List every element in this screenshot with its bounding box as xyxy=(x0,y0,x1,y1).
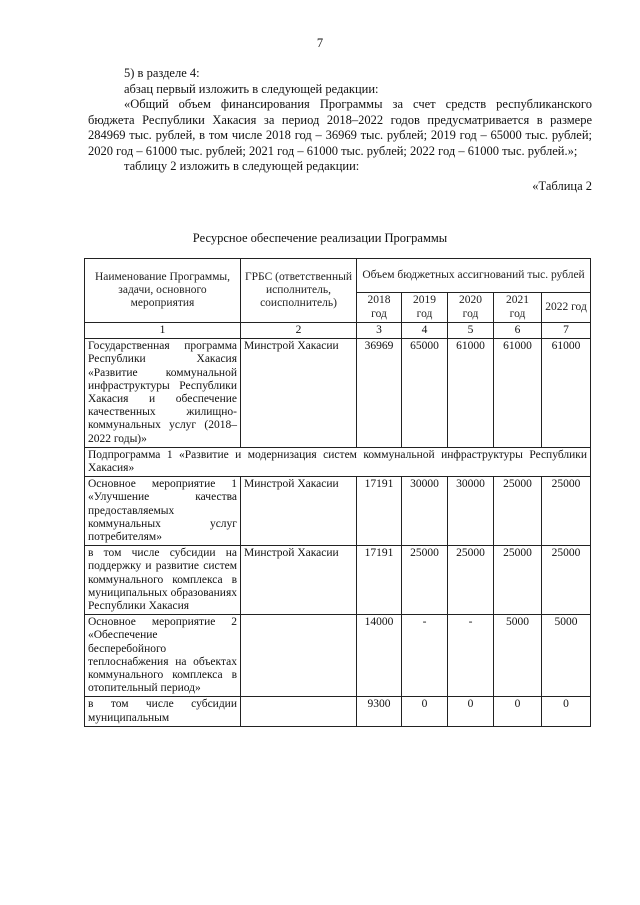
page-number: 7 xyxy=(316,36,324,50)
header-year: 2022 год xyxy=(542,293,591,323)
column-number: 3 xyxy=(357,323,402,339)
row-value: 17191 xyxy=(357,477,402,546)
column-number: 1 xyxy=(85,323,241,339)
row-grbs: Минстрой Хакасии xyxy=(241,339,357,448)
amendment-text xyxy=(88,66,592,194)
header-year: 2020 год xyxy=(448,293,494,323)
table-row xyxy=(85,697,591,726)
row-value: 17191 xyxy=(357,546,402,615)
column-number: 4 xyxy=(402,323,448,339)
row-grbs xyxy=(241,615,357,697)
subprogram-row xyxy=(85,447,591,476)
row-value: 25000 xyxy=(494,546,542,615)
row-value: 61000 xyxy=(542,339,591,448)
column-number: 2 xyxy=(241,323,357,339)
row-name: Основное мероприятие 1 «Улучшение качества предоставляемых коммунальных услуг потребителям» xyxy=(85,477,241,546)
row-value: 14000 xyxy=(357,615,402,697)
header-budget: Объем бюджетных ассигнований тыс. рублей xyxy=(357,259,591,293)
table-row xyxy=(85,339,591,448)
page-bottom-edge xyxy=(0,899,640,905)
paragraph-financing: «Общий объем финансирования Программы за счет средств республиканского бюджета Республики Хакасия за период 2018–2022 годов предусматривается в размере 284969 тыс. рублей, в том числе 2018 год – 36969 тыс. рублей; 2019 год – 65000 тыс. рублей; 2020 год – 61000 тыс. рублей; 2021 год – 61000 тыс. рублей; 2022 год – 61000 тыс. рублей.»; xyxy=(88,97,592,158)
row-value: 61000 xyxy=(494,339,542,448)
column-number: 6 xyxy=(494,323,542,339)
subprogram-title: Подпрограмма 1 «Развитие и модернизация систем коммунальной инфраструктуры Республики Хакасия» xyxy=(85,447,591,476)
table-row xyxy=(85,477,591,546)
resource-table xyxy=(84,258,591,727)
row-value: 25000 xyxy=(494,477,542,546)
row-grbs xyxy=(241,697,357,726)
row-value: 36969 xyxy=(357,339,402,448)
row-value: 25000 xyxy=(542,546,591,615)
header-year: 2018 год xyxy=(357,293,402,323)
row-value: - xyxy=(402,615,448,697)
paragraph-section-ref: 5) в разделе 4: xyxy=(124,66,200,80)
row-name: в том числе субсидии муниципальным xyxy=(85,697,241,726)
table-caption: Ресурсное обеспечение реализации Программы xyxy=(192,231,448,245)
paragraph-instruction-2: таблицу 2 изложить в следующей редакции: xyxy=(124,159,360,173)
row-value: 25000 xyxy=(448,546,494,615)
row-value: 65000 xyxy=(402,339,448,448)
row-grbs: Минстрой Хакасии xyxy=(241,546,357,615)
column-number-row xyxy=(85,323,591,339)
header-year: 2021 год xyxy=(494,293,542,323)
row-name: в том числе субсидии на поддержку и развитие систем коммунального комплекса в муниципальных образованиях Республики Хакасия xyxy=(85,546,241,615)
row-value: 5000 xyxy=(494,615,542,697)
row-grbs: Минстрой Хакасии xyxy=(241,477,357,546)
row-value: 0 xyxy=(494,697,542,726)
row-value: 25000 xyxy=(402,546,448,615)
row-value: 0 xyxy=(448,697,494,726)
row-value: 5000 xyxy=(542,615,591,697)
header-grbs: ГРБС (ответственный исполнитель, соисполнитель) xyxy=(241,259,357,323)
row-value: - xyxy=(448,615,494,697)
row-value: 30000 xyxy=(448,477,494,546)
row-value: 0 xyxy=(402,697,448,726)
paragraph-instruction-1: абзац первый изложить в следующей редакции: xyxy=(124,81,379,96)
header-year: 2019 год xyxy=(402,293,448,323)
column-number: 7 xyxy=(542,323,591,339)
row-value: 9300 xyxy=(357,697,402,726)
row-value: 25000 xyxy=(542,477,591,546)
table-row xyxy=(85,546,591,615)
table-label: «Таблица 2 xyxy=(532,178,592,193)
row-name: Основное мероприятие 2 «Обеспечение бесперебойного теплоснабжения на объектах коммунального комплекса в отопительный период» xyxy=(85,615,241,697)
column-number: 5 xyxy=(448,323,494,339)
header-name: Наименование Программы, задачи, основного мероприятия xyxy=(85,259,241,323)
row-value: 61000 xyxy=(448,339,494,448)
row-name: Государственная программа Республики Хакасия «Развитие коммунальной инфраструктуры Республики Хакасия и обеспечение качественных жилищно-коммунальных услуг (2018–2022 годы)» xyxy=(85,339,241,448)
row-value: 30000 xyxy=(402,477,448,546)
row-value: 0 xyxy=(542,697,591,726)
table-row xyxy=(85,615,591,697)
